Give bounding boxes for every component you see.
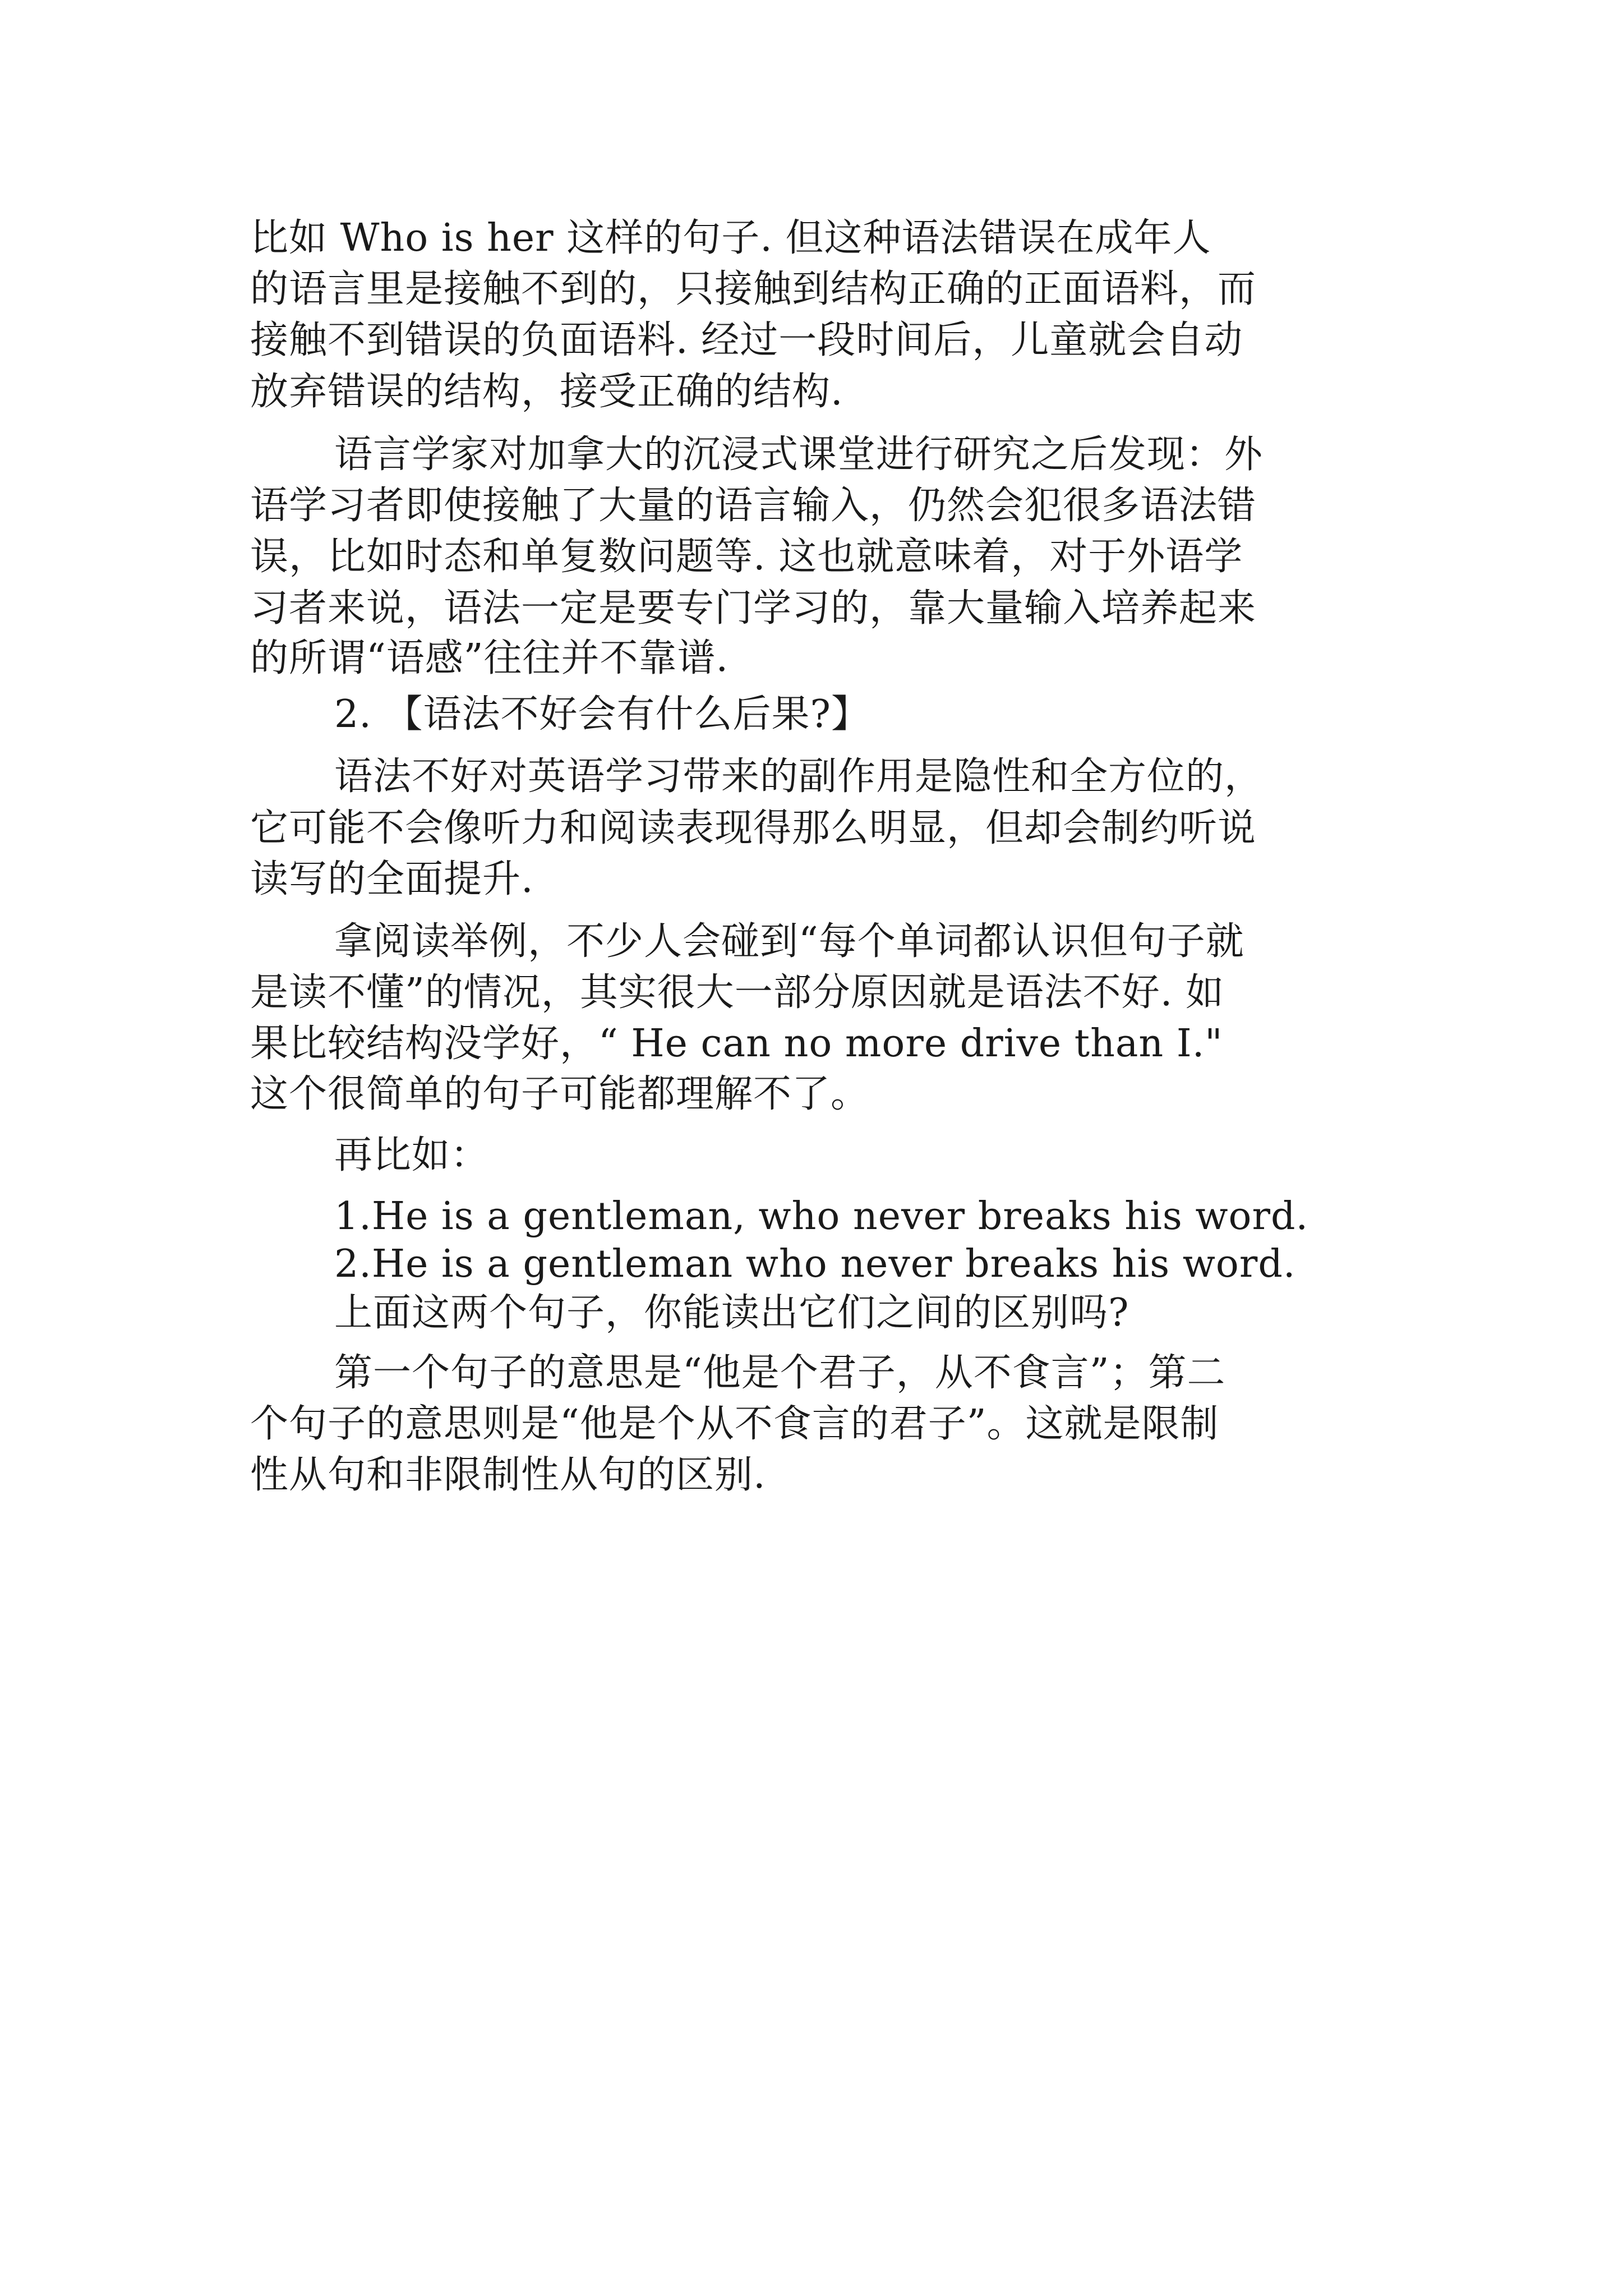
text-line: 语学习者即使接触了大量的语言输入，仍然会犯很多语法错 <box>250 484 1257 528</box>
text-line: 1.He is a gentleman, who never breaks his word. <box>334 1194 1309 1239</box>
text-line: 习者来说，语法一定是要专门学习的，靠大量输入培养起来 <box>250 586 1257 631</box>
text-line: 果比较结构没学好，“ He can no more drive than I." <box>250 1022 1223 1066</box>
text-line: 性从句和非限制性从句的区别. <box>250 1453 766 1497</box>
text-line: 2.He is a gentleman who never breaks his word. <box>334 1242 1296 1286</box>
text-line: 它可能不会像听力和阅读表现得那么明显，但却会制约听说 <box>250 806 1257 850</box>
text-line: 个句子的意思则是“他是个从不食言的君子”。这就是限制 <box>250 1402 1219 1446</box>
text-line: 再比如： <box>334 1133 490 1177</box>
text-line: 拿阅读举例，不少人会碰到“每个单词都认识但句子就 <box>334 919 1244 964</box>
text-line: 的所谓“语感”往往并不靠谱. <box>250 636 729 680</box>
text-line: 比如 Who is her 这样的句子. 但这种语法错误在成年人 <box>250 216 1211 260</box>
text-line: 上面这两个句子，你能读出它们之间的区别吗? <box>334 1291 1129 1335</box>
text-line: 误，比如时态和单复数问题等. 这也就意味着，对于外语学 <box>250 535 1243 579</box>
text-line: 放弃错误的结构，接受正确的结构. <box>250 370 843 414</box>
text-line: 读写的全面提升. <box>250 857 534 901</box>
text-line: 第一个句子的意思是“他是个君子，从不食言”；第二 <box>334 1351 1226 1395</box>
text-line: 这个很简单的句子可能都理解不了。 <box>250 1072 870 1116</box>
text-line: 是读不懂”的情况，其实很大一部分原因就是语法不好. 如 <box>250 970 1224 1015</box>
text-line: 2. 【语法不好会有什么后果?】 <box>334 692 870 737</box>
text-line: 语言学家对加拿大的沉浸式课堂进行研究之后发现：外 <box>334 432 1264 477</box>
text-line: 接触不到错误的负面语料. 经过一段时间后，儿童就会自动 <box>250 318 1243 362</box>
text-line: 语法不好对英语学习带来的副作用是隐性和全方位的， <box>334 754 1264 799</box>
text-line: 的语言里是接触不到的，只接触到结构正确的正面语料，而 <box>250 267 1257 311</box>
